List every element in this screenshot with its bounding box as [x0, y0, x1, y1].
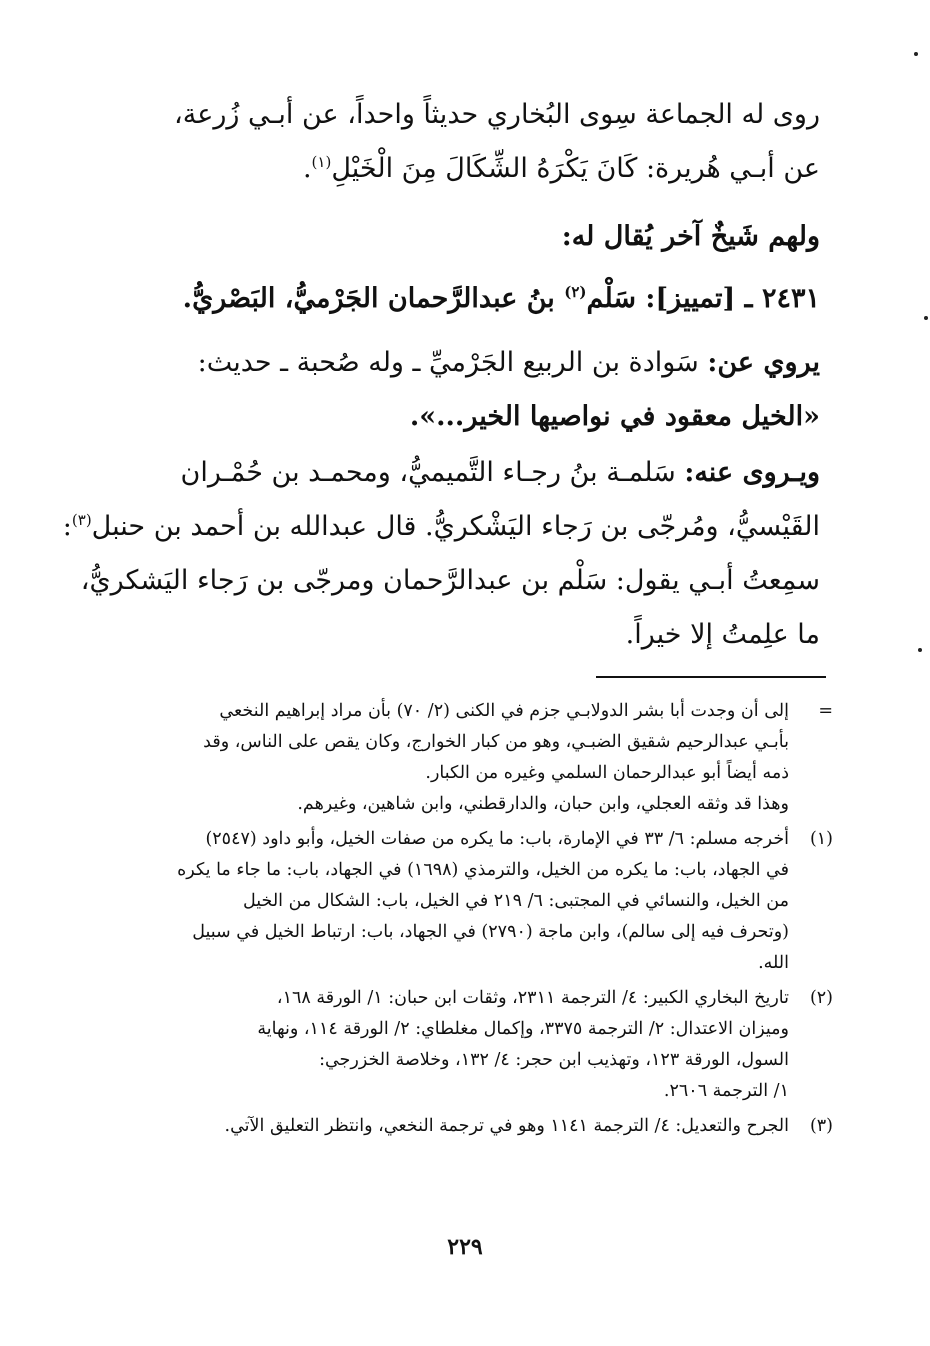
text-line: روى له الجماعة سِوى البُخاري حديثاً واحداً، عن أبـي زُرعة،: [174, 99, 820, 130]
narration-paragraph: [120, 88, 820, 196]
label: ويـروى عنه:: [684, 457, 820, 488]
footnote-continued: [128, 696, 833, 820]
footnote-line: بأبـي عبدالرحيم شقيق الضبـي، وهو من كبار الخوارج، وكان يقص على الناس، وقد: [203, 732, 789, 752]
text-segment: :: [62, 511, 72, 542]
footnote-2: [128, 983, 833, 1107]
footnote-line: تاريخ البخاري الكبير: ٤/ الترجمة ٢٣١١، وثقات ابن حبان: ١/ الورقة ١٦٨،: [276, 988, 789, 1008]
footnote-line: من الخيل، والنسائي في المجتبى: ٦/ ٢١٩ في الخيل، باب: الشكال من الخيل: [242, 891, 789, 911]
text-segment: القَيْسيُّ، ومُرجّى بن رَجاء اليَشْكريُّ. قال عبدالله بن أحمد بن حنبل: [91, 511, 820, 542]
text-line: ما علِمتُ إلا خيراً.: [625, 619, 820, 650]
footnote-line: ١/ الترجمة ٢٦٠٦.: [663, 1081, 789, 1101]
footnote-line: الله.: [758, 953, 789, 973]
text-segment: .: [302, 153, 312, 184]
footnote-line: إلى أن وجدت أبا بشر الدولابـي جزم في الكنى (٢/ ٧٠) بأن مراد إبراهيم النخعي: [219, 701, 789, 721]
text-line: [120, 272, 820, 326]
text-line: [120, 446, 820, 500]
page-number: ٢٢٩: [447, 1234, 483, 1260]
footnote-separator: [596, 676, 826, 678]
footnote-number: (٢): [809, 988, 833, 1008]
footnote-line: في الجهاد، باب: ما يكره من الخيل، والترمذي (١٦٩٨) في الجهاد، باب: ما جاء ما يكره: [177, 860, 789, 880]
footnote-line: وهذا قد وثقه العجلي، وابن حبان، والدارقطني، وابن شاهين، وغيرهم.: [297, 794, 789, 814]
label: يروي عن:: [707, 347, 820, 378]
footnote-number: (٣): [809, 1116, 833, 1136]
footnote-ref: (١): [311, 153, 332, 171]
narrates-from-paragraph: [120, 336, 820, 444]
text-segment: سَوادة بن الربيع الجَرْميِّ ـ وله صُحبة ـ حديث:: [197, 347, 708, 378]
text-segment: بنُ عبدالرَّحمان الجَرْميُّ، البَصْريُّ.: [182, 283, 565, 314]
entry-number: ٢٤٣١: [761, 283, 820, 314]
entry-title: [120, 272, 820, 326]
footnotes: [128, 696, 833, 1142]
text-line: [120, 336, 820, 390]
footnote-line: السول، الورقة ١٢٣، وتهذيب ابن حجر: ٤/ ١٣٢، وخلاصة الخزرجي:: [319, 1050, 789, 1070]
footnote-number: (١): [809, 829, 833, 849]
footnote-1: [128, 824, 833, 979]
section-heading: [120, 210, 820, 264]
text-line: [120, 142, 820, 196]
text-line: «الخيل معقود في نواصيها الخير...».: [409, 401, 820, 432]
footnote-ref: (٢): [564, 283, 587, 301]
text-line: [62, 500, 820, 554]
footnote-line: أخرجه مسلم: ٦/ ٣٣ في الإمارة، باب: ما يكره من صفات الخيل، وأبو داود (٢٥٤٧): [205, 829, 789, 849]
footnote-line: (وتحرف فيه إلى سالم)، وابن ماجة (٢٧٩٠) في الجهاد، باب: ارتباط الخيل في سبيل: [192, 922, 789, 942]
text-line: سمِعتُ أبـي يقول: سَلْم بن عبدالرَّحمان ومرجّى بن رَجاء اليَشكريُّ،: [80, 565, 820, 596]
footnote-3: [128, 1111, 833, 1142]
text-segment: ـ [تمييز]: سَلْم: [586, 283, 762, 314]
text-segment: سَلمـة بنُ رجـاء التَّميميُّ، ومحمـد بن حُمْـران: [180, 457, 685, 488]
footnote-ref: (٣): [71, 511, 92, 529]
margin-speck: [918, 648, 922, 652]
footnote-line: الجرح والتعديل: ٤/ الترجمة ١١٤١ وهو في ترجمة النخعي، وانتظر التعليق الآتي.: [224, 1116, 789, 1136]
narrated-by-paragraph: [62, 446, 820, 662]
continuation-marker: =: [818, 701, 833, 721]
margin-speck: [914, 52, 918, 56]
footnote-line: ذمه أيضاً أبو عبدالرحمان السلمي وغيره من الكبار.: [425, 763, 789, 783]
footnote-line: وميزان الاعتدال: ٢/ الترجمة ٣٣٧٥، وإكمال مغلطاي: ٢/ الورقة ١١٤، ونهاية: [257, 1019, 789, 1039]
text-segment: عن أبـي هُريرة: كَانَ يَكْرَهُ الشِّكَالَ مِنَ الْخَيْلِ: [331, 153, 820, 184]
margin-speck: [924, 316, 928, 320]
heading-text: ولهم شَيخٌ آخر يُقال له:: [561, 221, 820, 252]
